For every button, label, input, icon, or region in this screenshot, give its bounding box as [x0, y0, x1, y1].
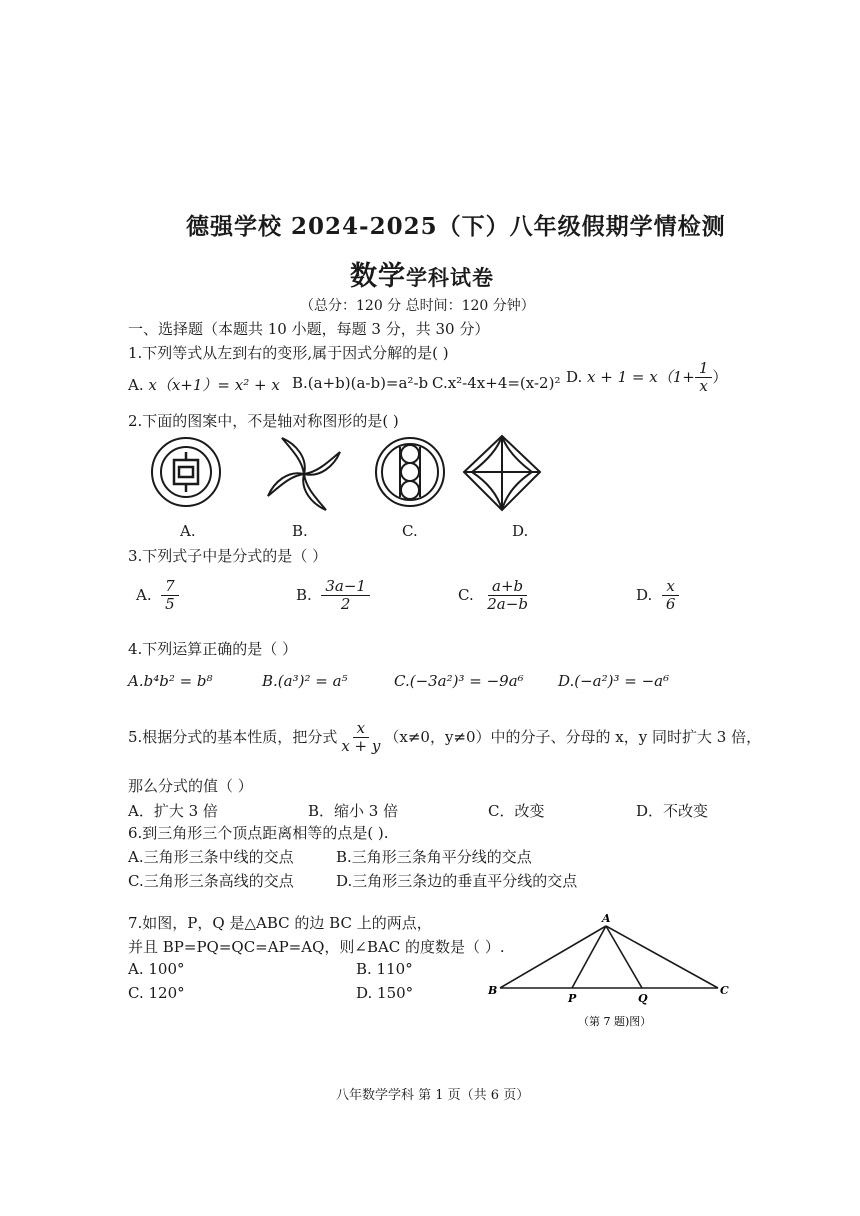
section-heading: 一、选择题（本题共 10 小题，每题 3 分，共 30 分） [128, 320, 490, 338]
point-q-label: Q [638, 992, 648, 1005]
q7-option-c: C. 120° [128, 984, 185, 1002]
figure-c-circles-icon [372, 434, 448, 510]
q7-stem-line2: 并且 BP=PQ=QC=AP=AQ，则∠BAC 的度数是（ ）. [128, 938, 505, 956]
vertex-a-label: A [602, 912, 611, 925]
figure-d-diamond-icon [460, 432, 544, 514]
q2-label-c: C. [402, 522, 418, 540]
q7-stem-line1: 7.如图，P，Q 是△ABC 的边 BC 上的两点， [128, 914, 432, 932]
q5-option-d: D．不改变 [636, 802, 709, 820]
q5-stem: 5.根据分式的基本性质，把分式 $\frac{x}{x + y}$ （x≠0，y≠0）中的分子、分母的 x，y 同时扩大 3 倍， [128, 719, 762, 756]
q2-label-a: A. [180, 522, 196, 540]
q6-stem: 6.到三角形三个顶点距离相等的点是( ). [128, 824, 389, 842]
q6-option-b: B.三角形三条角平分线的交点 [336, 848, 532, 866]
q1-stem: 1.下列等式从左到右的变形,属于因式分解的是( ) [128, 344, 449, 362]
q3-option-b: B. $\frac{3a-1}{2}$ [296, 578, 370, 614]
q6-option-d: D.三角形三条边的垂直平分线的交点 [336, 872, 578, 890]
q2-label-d: D. [512, 522, 529, 540]
vertex-b-label: B [488, 984, 498, 997]
q7-option-d: D. 150° [356, 984, 414, 1002]
q3-option-a: A. $\frac{7}{5}$ [136, 578, 179, 614]
subject-suffix: 学科试卷 [406, 265, 494, 290]
q5-option-a: A．扩大 3 倍 [128, 802, 218, 820]
q5-stem-line2: 那么分式的值（ ） [128, 777, 253, 795]
q5-option-c: C．改变 [488, 802, 545, 820]
q7-triangle-figure [484, 910, 744, 1040]
q6-option-a: A.三角形三条中线的交点 [128, 848, 294, 866]
q3-stem: 3.下列式子中是分式的是（ ） [128, 547, 328, 565]
point-p-label: P [568, 992, 577, 1005]
q4-stem: 4.下列运算正确的是（ ） [128, 640, 298, 658]
q1-option-a: A. x（x+1）= x² + x [128, 376, 280, 394]
q2-stem: 2.下面的图案中，不是轴对称图形的是( ) [128, 412, 399, 430]
q4-option-c: C.(−3a²)³ = −9a⁶ [394, 672, 524, 690]
figure-caption: （第 7 题)图） [578, 1015, 652, 1028]
vertex-c-label: C [720, 984, 729, 997]
q4-option-b: B.(a³)² = a⁵ [262, 672, 348, 690]
page-footer: 八年数学学科 第 1 页（共 6 页） [336, 1088, 530, 1103]
subject-name: 数学 [350, 261, 406, 292]
q7-option-a: A. 100° [128, 960, 185, 978]
q4-option-a: A.b⁴b² = b⁸ [128, 672, 213, 690]
exam-info: （总分：120 分 总时间：120 分钟） [300, 298, 535, 314]
subject-title [350, 254, 494, 293]
q2-label-b: B. [292, 522, 308, 540]
q1-option-d: D. x + 1 = x（1+ $\frac{1}{x}$ ） [566, 359, 728, 396]
figure-a-coin-icon [148, 434, 224, 510]
q3-option-d: D. $\frac{x}{6}$ [636, 578, 679, 614]
q1-option-b: B.(a+b)(a-b)=a²-b [292, 374, 429, 392]
q6-option-c: C.三角形三条高线的交点 [128, 872, 294, 890]
exam-title: 德强学校 2024-2025（下）八年级假期学情检测 [186, 213, 726, 240]
q3-option-c: C. $\frac{a+b}{2a-b}$ [458, 577, 528, 614]
q7-option-b: B. 110° [356, 960, 413, 978]
q4-option-d: D.(−a²)³ = −a⁶ [558, 672, 670, 690]
figure-b-pinwheel-icon [262, 432, 346, 516]
q1-option-c: C.x²-4x+4=(x-2)² [432, 374, 561, 392]
q5-option-b: B．缩小 3 倍 [308, 802, 399, 820]
